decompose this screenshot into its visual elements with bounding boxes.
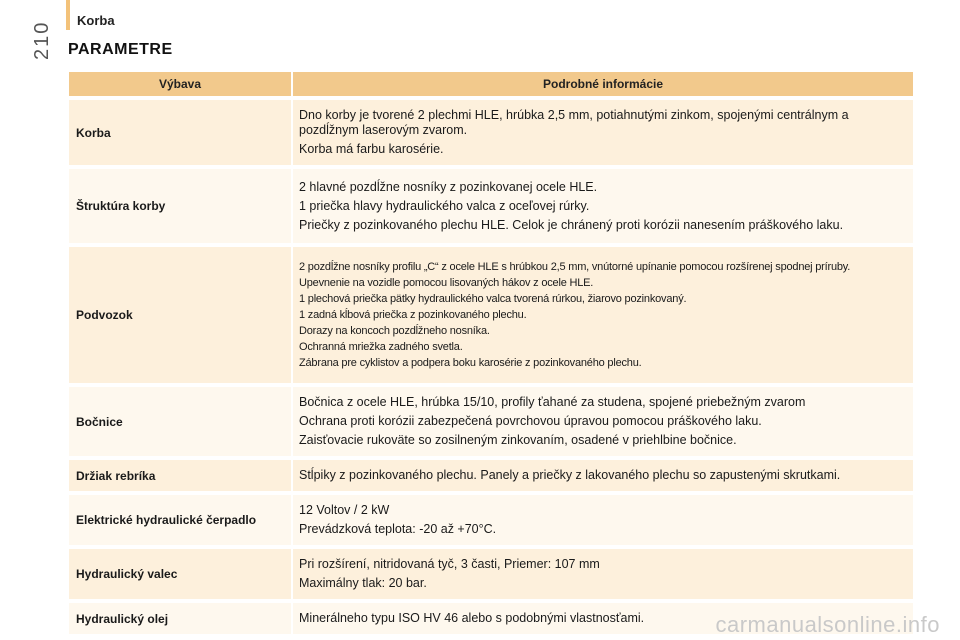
section-label: Korba xyxy=(77,13,115,28)
detail-line: Bočnica z ocele HLE, hrúbka 15/10, profily ťahané za studena, spojené priebežným zvarom xyxy=(299,395,806,409)
row-label: Korba xyxy=(69,100,291,165)
table-row xyxy=(69,100,913,165)
parameters-table xyxy=(67,68,915,638)
detail-line: Dno korby je tvorené 2 plechmi HLE, hrúbka 2,5 mm, potiahnutými zinkom, spojenými centrálnym a pozdĺžnym laserovým zvarom. xyxy=(299,108,849,137)
row-label: Hydraulický olej xyxy=(69,603,291,634)
table-row xyxy=(69,169,913,243)
table-row xyxy=(69,495,913,545)
row-details xyxy=(293,387,913,456)
detail-line: 2 pozdĺžne nosníky profilu „C“ z ocele HLE s hrúbkou 2,5 mm, vnútorné upínanie pomocou rozšírenej spodnej príruby. xyxy=(299,260,851,273)
row-details xyxy=(293,460,913,491)
detail-line: Ochrana proti korózii zabezpečená povrchovou úpravou pomocou práškového laku. xyxy=(299,414,762,428)
detail-line: Upevnenie na vozidle pomocou lisovaných hákov z ocele HLE. xyxy=(299,276,594,289)
detail-line: Pri rozšírení, nitridovaná tyč, 3 časti, Priemer: 107 mm xyxy=(299,557,600,571)
detail-line: Korba má farbu karosérie. xyxy=(299,142,444,156)
row-label: Štruktúra korby xyxy=(69,169,291,243)
row-label: Elektrické hydraulické čerpadlo xyxy=(69,495,291,545)
table-row xyxy=(69,247,913,383)
table-header-row xyxy=(69,72,913,96)
row-details xyxy=(293,495,913,545)
page-title: PARAMETRE xyxy=(68,41,173,58)
table-row xyxy=(69,387,913,456)
row-details xyxy=(293,169,913,243)
section-accent-bar xyxy=(66,0,70,30)
detail-line: Prevádzková teplota: -20 až +70°C. xyxy=(299,522,497,536)
row-label: Držiak rebríka xyxy=(69,460,291,491)
page-number: 210 xyxy=(31,20,53,60)
detail-line: Zábrana pre cyklistov a podpera boku karosérie z pozinkovaného plechu. xyxy=(299,356,642,369)
column-header-details: Podrobné informácie xyxy=(293,72,913,96)
detail-line: Priečky z pozinkovaného plechu HLE. Celok je chránený proti korózii nanesením práškového laku. xyxy=(299,217,844,232)
row-label: Hydraulický valec xyxy=(69,549,291,599)
row-details xyxy=(293,549,913,599)
detail-line: 1 plechová priečka pätky hydraulického valca tvorená rúrkou, žiarovo pozinkovaný. xyxy=(299,292,687,305)
row-details xyxy=(293,100,913,165)
row-label: Bočnice xyxy=(69,387,291,456)
detail-line: 1 priečka hlavy hydraulického valca z oceľovej rúrky. xyxy=(299,198,590,213)
table-row xyxy=(69,549,913,599)
table-row xyxy=(69,460,913,491)
detail-line: Maximálny tlak: 20 bar. xyxy=(299,576,427,590)
watermark: carmanualsonline.info xyxy=(715,612,940,637)
detail-line: Ochranná mriežka zadného svetla. xyxy=(299,340,463,353)
column-header-equipment: Výbava xyxy=(69,72,291,96)
detail-line: 12 Voltov / 2 kW xyxy=(299,503,390,517)
row-details xyxy=(293,247,913,383)
detail-line: 2 hlavné pozdĺžne nosníky z pozinkovanej ocele HLE. xyxy=(299,179,598,194)
detail-line: Zaisťovacie rukoväte so zosilneným zinkovaním, osadené v priehlbine bočnice. xyxy=(299,433,737,447)
detail-line: Stĺpiky z pozinkovaného plechu. Panely a priečky z lakovaného plechu so zapustenými skrutkami. xyxy=(299,468,841,482)
detail-line: Dorazy na koncoch pozdĺžneho nosníka. xyxy=(299,324,490,337)
row-label: Podvozok xyxy=(69,247,291,383)
detail-line: Minerálneho typu ISO HV 46 alebo s podobnými vlastnosťami. xyxy=(299,611,645,625)
detail-line: 1 zadná kĺbová priečka z pozinkovaného plechu. xyxy=(299,308,527,321)
